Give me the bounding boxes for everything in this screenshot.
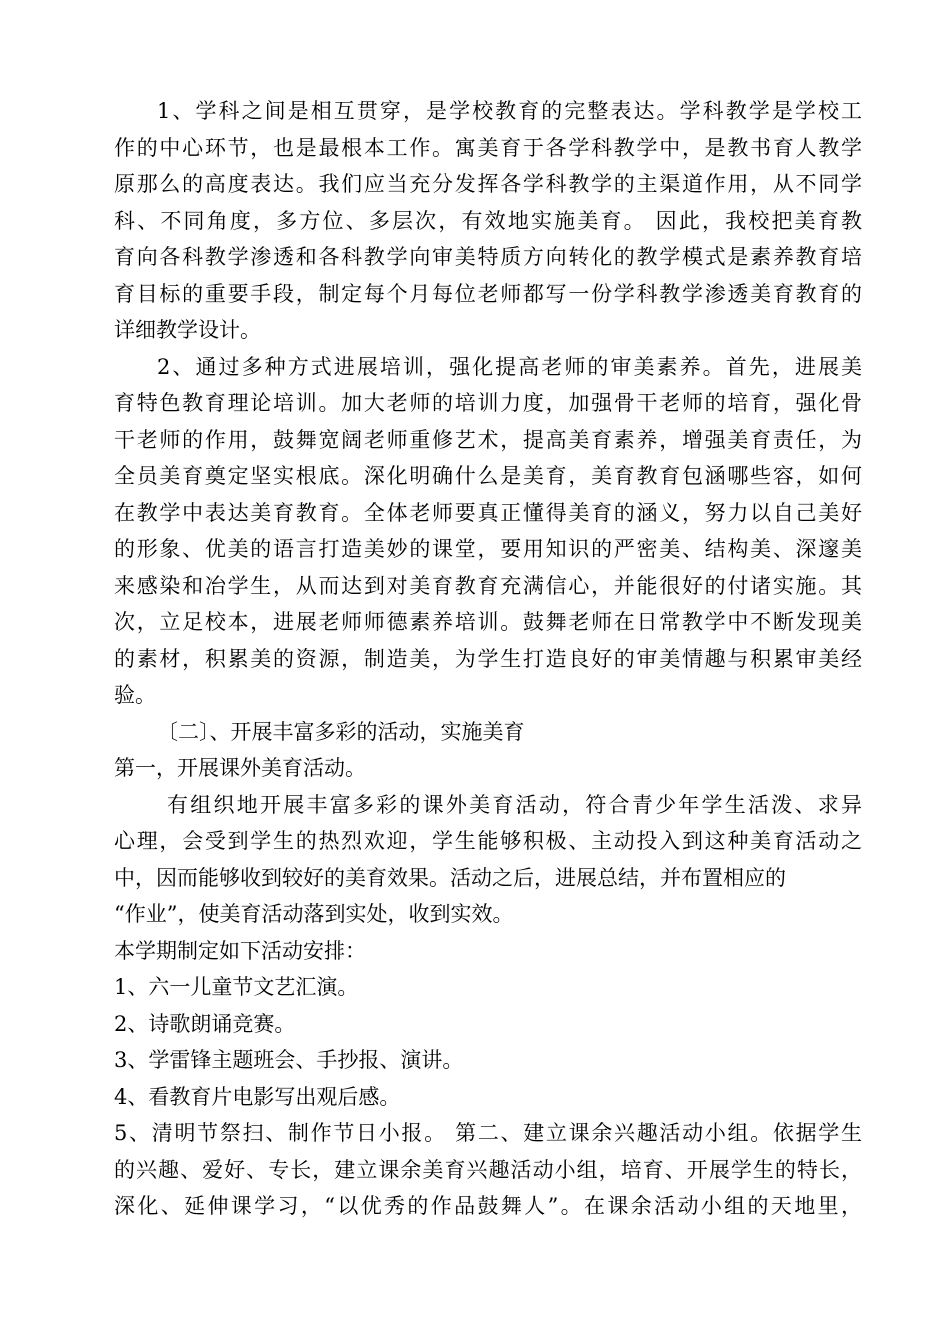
paragraph-2-line-10: 验。 <box>114 683 156 707</box>
activity-item-2: 2、诗歌朗诵竞赛。 <box>114 1011 296 1036</box>
paragraph-2-line-9: 的素材，积累美的资源，制造美，为学生打造良好的审美情趣与积累审美经 <box>114 646 862 671</box>
paragraph-1-line-4: 科、不同角度，多方位、多层次，有效地实施美育。 因此，我校把美育教 <box>114 208 862 233</box>
paragraph-1-line-1: 1、学科之间是相互贯穿，是学校教育的完整表达。学科教学是学校工 <box>157 99 862 123</box>
activity-item-3: 3、学雷锋主题班会、手抄报、演讲。 <box>114 1048 464 1072</box>
paragraph-2-line-4: 全员美育奠定坚实根底。深化明确什么是美育，美育教育包涵哪些容，如何 <box>114 464 862 488</box>
section-heading: 〔二〕、开展丰富多彩的活动，实施美育 <box>157 719 525 744</box>
paragraph-2-line-5: 在教学中表达美育教育。全体老师要真正懂得美育的涵义，努力以自己美好 <box>114 500 862 525</box>
paragraph-2-line-6: 的形象、优美的语言打造美妙的课堂，要用知识的严密美、结构美、深邃美 <box>114 537 862 561</box>
activity-list-intro: 本学期制定如下活动安排： <box>114 938 366 963</box>
paragraph-2-line-7: 来感染和冶学生，从而达到对美育教育充满信心，并能很好的付诸实施。其 <box>114 573 862 598</box>
paragraph-2-line-8: 次，立足校本，进展老师师德素养培训。鼓舞老师在日常教学中不断发现美 <box>114 610 862 634</box>
paragraph-2-line-1: 2、通过多种方式进展培训，强化提高老师的审美素养。首先，进展美 <box>157 354 862 379</box>
document-page <box>114 93 862 1225</box>
activity-item-5: 5、清明节祭扫、制作节日小报。 第二、建立课余兴趣活动小组。依据学生 <box>114 1121 862 1145</box>
paragraph-1-line-7: 详细教学设计。 <box>114 318 261 342</box>
paragraph-1-line-3: 原那么的高度表达。我们应当充分发挥各学科教学的主渠道作用，从不同学 <box>114 172 862 196</box>
paragraph-4-line-3: 深化、延伸课学习，“以优秀的作品鼓舞人”。在课余活动小组的天地里， <box>114 1194 862 1218</box>
paragraph-1-line-2: 作的中心环节，也是最根本工作。寓美育于各学科教学中，是教书育人教学 <box>114 135 862 160</box>
activity-item-4: 4、看教育片电影写出观后感。 <box>114 1084 401 1109</box>
subheading-first: 第一，开展课外美育活动。 <box>114 756 366 780</box>
paragraph-3-line-2: 心理，会受到学生的热烈欢迎，学生能够积极、主动投入到这种美育活动之 <box>114 829 862 853</box>
paragraph-3-line-1: 有组织地开展丰富多彩的课外美育活动，符合青少年学生活泼、求异 <box>167 792 862 817</box>
paragraph-3-line-3: 中，因而能够收到较好的美育效果。活动之后，进展总结，并布置相应的 <box>114 865 786 890</box>
paragraph-2-line-2: 育特色教育理论培训。加大老师的培训力度，加强骨干老师的培育，强化骨 <box>114 391 862 415</box>
paragraph-1-line-6: 育目标的重要手段，制定每个月每位老师都写一份学科教学渗透美育教育的 <box>114 281 862 306</box>
paragraph-1-line-5: 育向各科教学渗透和各科教学向审美特质方向转化的教学模式是素养教育培 <box>114 245 862 269</box>
paragraph-2-line-3: 干老师的作用，鼓舞宽阔老师重修艺术，提高美育素养，增强美育责任，为 <box>114 427 862 452</box>
paragraph-4-line-2: 的兴趣、爱好、专长，建立课余美育兴趣活动小组，培育、开展学生的特长， <box>114 1157 862 1182</box>
activity-item-1: 1、六一儿童节文艺汇演。 <box>114 975 359 999</box>
paragraph-3-line-4: “作业”，使美育活动落到实处，收到实效。 <box>114 902 514 926</box>
